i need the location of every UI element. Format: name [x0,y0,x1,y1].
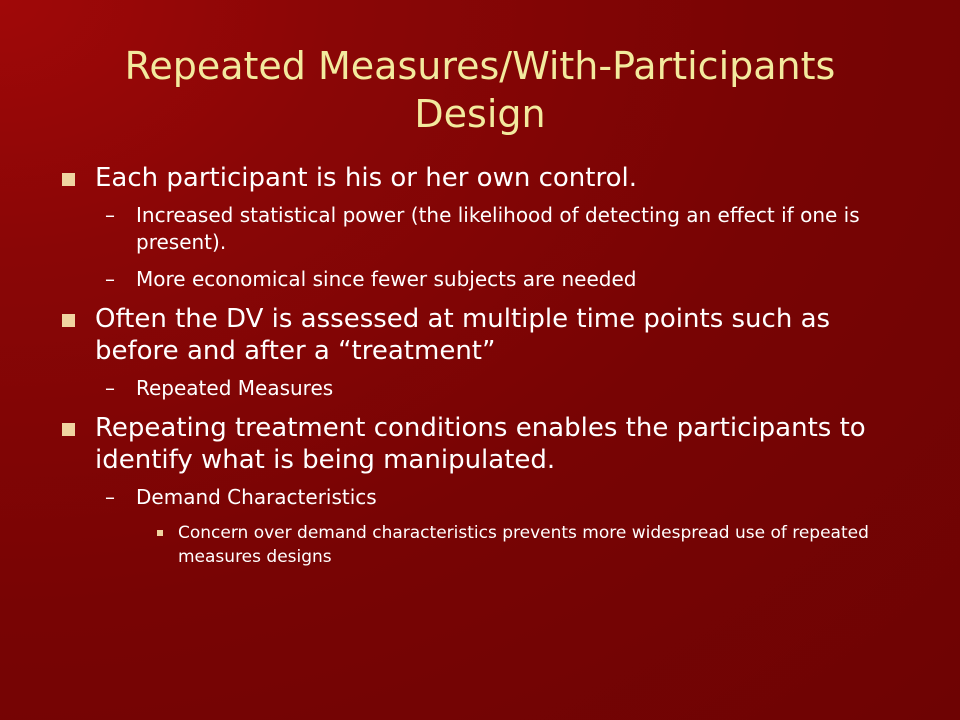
sub-point-text: Increased statistical power (the likelihood of detecting an effect if one is present). [136,203,860,254]
bullet-point [62,412,902,476]
dash-bullet-icon: – [105,267,115,291]
dash-bullet-icon: – [105,376,115,400]
sub-point-text: Repeated Measures [136,376,334,400]
dash-bullet-icon: – [105,203,115,227]
bullet-point [62,303,902,367]
bullet-text: Each participant is his or her own control. [95,163,637,193]
sub-point-text: More economical since fewer subjects are needed [136,267,637,291]
sub-point [62,484,902,511]
square-bullet-icon [62,314,75,327]
sub-sub-point-text: Concern over demand characteristics prevents more widespread use of repeated measures designs [178,523,869,567]
small-square-bullet-icon [157,530,163,536]
square-bullet-icon [62,423,75,436]
square-bullet-icon [62,173,75,186]
sub-point [62,375,902,402]
bullet-text: Repeating treatment conditions enables the participants to identify what is being manipulated. [95,413,866,475]
dash-bullet-icon: – [105,485,115,509]
bullet-text: Often the DV is assessed at multiple time points such as before and after a “treatment” [95,304,831,366]
sub-sub-point [62,521,902,569]
slide-title: Repeated Measures/With-Participants Design [124,44,836,136]
sub-point [62,202,902,256]
bullet-point [62,162,902,194]
sub-point [62,266,902,293]
slide-body [62,162,902,577]
sub-point-text: Demand Characteristics [136,485,377,509]
